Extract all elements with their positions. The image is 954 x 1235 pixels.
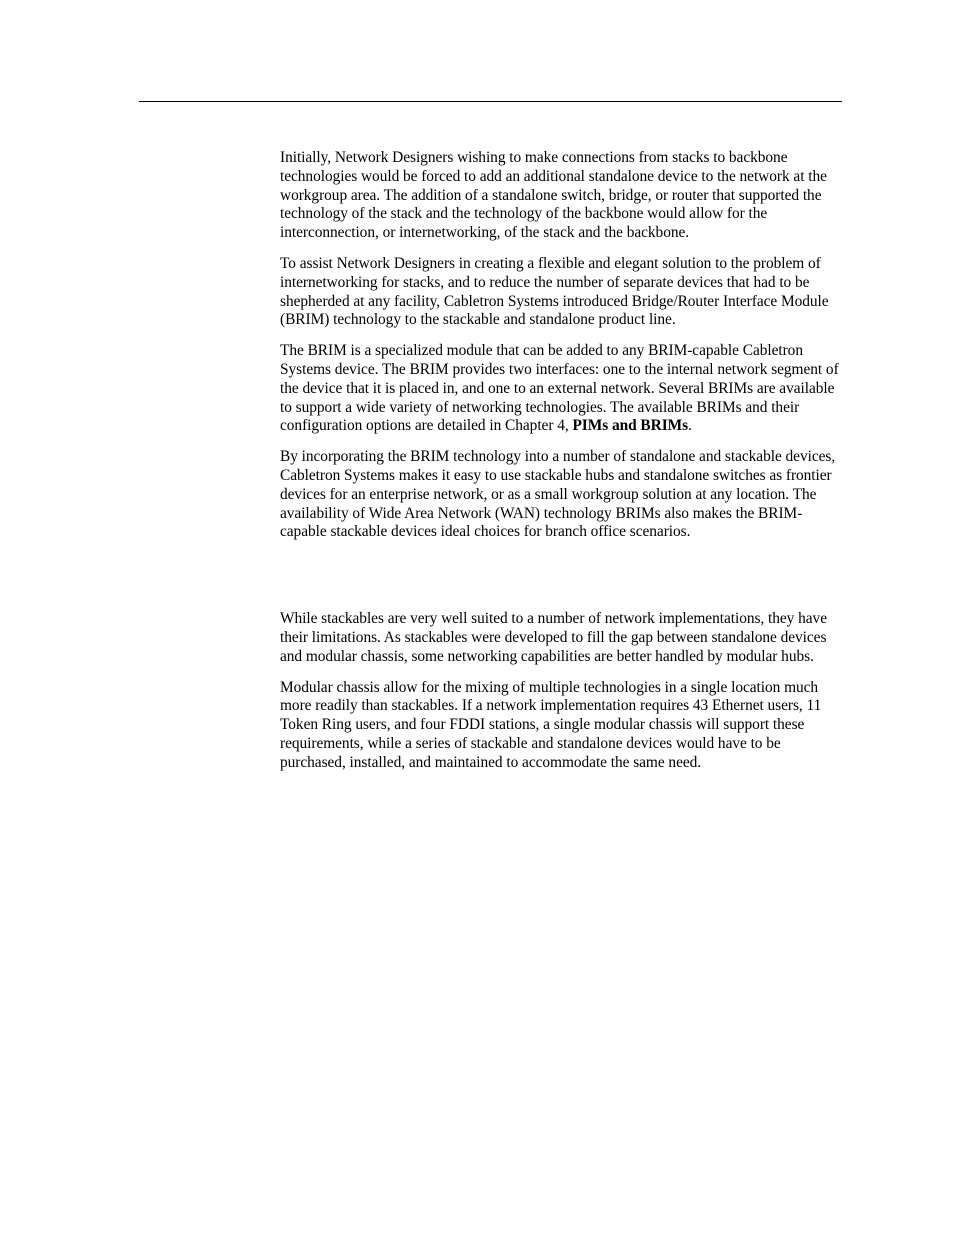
brim-description-text: The BRIM is a specialized module that can be added to any BRIM-capable Cabletron Systems device. The BRIM provides two interfaces: one to the internal network segment of the device that it is placed in, and one to an external network. Several BRIMs are available to support a wide variety of networking technologies. The available BRIMs and their configuration options are detailed in Chapter 4, — [280, 342, 839, 435]
paragraph-modular-chassis: Modular chassis allow for the mixing of multiple technologies in a single location much more readily than stackables. If a network implementation requires 43 Ethernet users, 11 Token Ring users, and four FDDI stations, a single modular chassis will support these requirements, while a series of stackable and standalone devices would have to be purchased, installed, and maintained to accommodate the same need. — [280, 678, 822, 771]
paragraph-initially: Initially, Network Designers wishing to make connections from stacks to backbone technologies would be forced to add an additional standalone device to the network at the workgroup area. The addition of a standalone switch, bridge, or router that supported the technology of the stack and the technology of the backbone would allow for the interconnection, or internetworking, of the stack and the backbone. — [280, 149, 827, 242]
paragraph-brim-incorporation: By incorporating the BRIM technology into a number of standalone and stackable devices, Cabletron Systems makes it easy to use stackable hubs and standalone switches as frontier devices for an enterprise network, or as a small workgroup solution at any location. The availability of Wide Area Network (WAN) technology BRIMs also makes the BRIM-capable stackable devices ideal choices for branch office scenarios. — [280, 448, 836, 541]
paragraph-brim-description — [280, 342, 842, 436]
header-rule — [139, 101, 842, 102]
paragraph-brim-introduction: To assist Network Designers in creating a flexible and elegant solution to the problem of internetworking for stacks, and to reduce the number of separate devices that had to be shepherded at any facility, Cabletron Systems introduced Bridge/Router Interface Module (BRIM) technology to the stackable and standalone product line. — [280, 254, 829, 329]
brim-description-end: . — [688, 417, 692, 435]
chapter-reference: PIMs and BRIMs — [572, 417, 689, 435]
page-content — [280, 149, 842, 773]
paragraph-stackable-limitations: While stackables are very well suited to a number of network implementations, they have their limitations. As stackables were developed to fill the gap between standalone devices and modular chassis, some networking capabilities are better handled by modular hubs. — [280, 610, 827, 665]
